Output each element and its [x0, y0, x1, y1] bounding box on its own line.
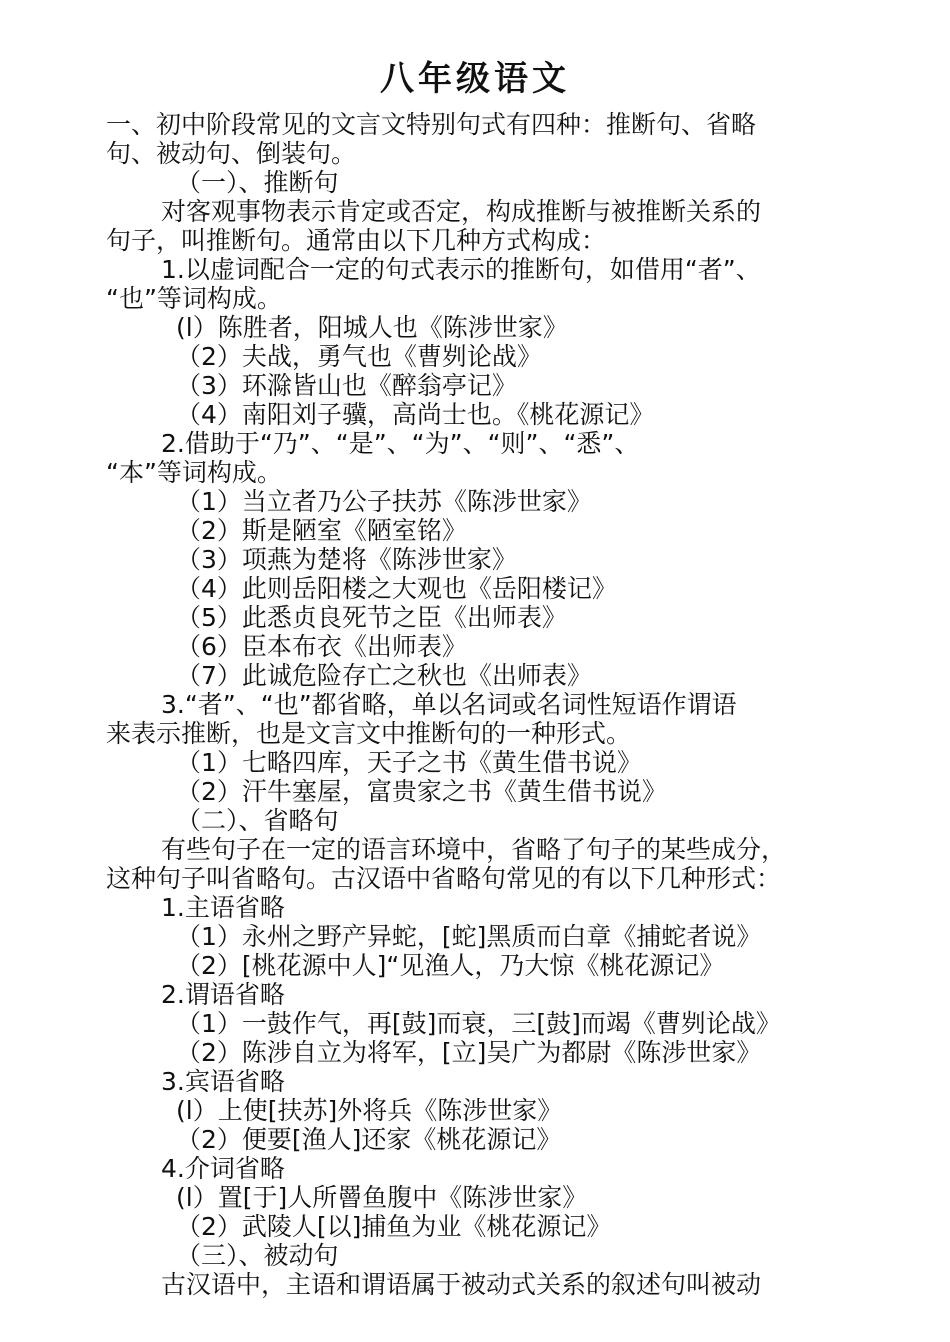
- text-line: 3.“者”、“也”都省略，单以名词或名词性短语作谓语: [161, 690, 737, 719]
- text-line: （一）、推断句: [176, 168, 339, 197]
- text-line: （1）七略四库，天子之书《黄生借书说》: [176, 748, 642, 777]
- text-line: 4.介词省略: [161, 1154, 285, 1183]
- text-line: （4）南阳刘子骥，高尚士也。《桃花源记》: [176, 400, 655, 429]
- text-line: 句、被动句、倒装句。: [106, 139, 357, 168]
- text-line: 1.以虚词配合一定的句式表示的推断句，如借用“者”、: [161, 255, 761, 284]
- text-line: （3）项燕为楚将《陈涉世家》: [176, 545, 517, 574]
- text-line: 一、初中阶段常见的文言文特别句式有四种：推断句、省略: [106, 110, 757, 139]
- text-line: 1.主语省略: [161, 893, 285, 922]
- text-line: 对客观事物表示肯定或否定，构成推断与被推断关系的: [161, 197, 762, 226]
- page-title: 八年级语文: [380, 59, 570, 99]
- text-line: 2.借助于“乃”、“是”、“为”、“则”、“悉”、: [161, 429, 640, 458]
- text-line: 句子，叫推断句。通常由以下几种方式构成：: [106, 226, 607, 255]
- text-line: (l）置[于]人所罾鱼腹中《陈涉世家》: [176, 1183, 588, 1212]
- text-line: 古汉语中，主语和谓语属于被动式关系的叙述句叫被动: [161, 1270, 762, 1299]
- text-line: 这种句子叫省略句。古汉语中省略句常见的有以下几种形式：: [106, 864, 782, 893]
- text-line: （2）斯是陋室《陋室铭》: [176, 516, 467, 545]
- text-line: （1）永州之野产异蛇，[蛇]黑质而白章《捕蛇者说》: [176, 922, 762, 951]
- document-body: [106, 110, 866, 1299]
- text-line: （三）、被动句: [176, 1241, 339, 1270]
- text-line: （2）夫战，勇气也《曹刿论战》: [176, 342, 542, 371]
- text-line: （3）环滁皆山也《醉翁亭记》: [176, 371, 517, 400]
- text-line: （6）臣本布衣《出师表》: [176, 632, 467, 661]
- text-line: （4）此则岳阳楼之大观也《岳阳楼记》: [176, 574, 617, 603]
- text-line: （2）陈涉自立为将军，[立]吴广为都尉《陈涉世家》: [176, 1038, 762, 1067]
- text-line: （2）汗牛塞屋，富贵家之书《黄生借书说》: [176, 777, 667, 806]
- text-line: （5）此悉贞良死节之臣《出师表》: [176, 603, 567, 632]
- text-line: (l）陈胜者，阳城人也《陈涉世家》: [176, 313, 568, 342]
- text-line: （7）此诚危险存亡之秋也《出师表》: [176, 661, 592, 690]
- text-line: （二）、省略句: [176, 806, 339, 835]
- text-line: 来表示推断，也是文言文中推断句的一种形式。: [106, 719, 632, 748]
- text-line: “本”等词构成。: [106, 458, 282, 487]
- text-line: 3.宾语省略: [161, 1067, 285, 1096]
- text-line: “也”等词构成。: [106, 284, 282, 313]
- text-line: （2）[桃花源中人]“见渔人，乃大惊《桃花源记》: [176, 951, 725, 980]
- text-line: (l）上使[扶苏]外将兵《陈涉世家》: [176, 1096, 563, 1125]
- text-line: 2.谓语省略: [161, 980, 285, 1009]
- text-line: （1）一鼓作气，再[鼓]而衰，三[鼓]而竭《曹刿论战》: [176, 1009, 781, 1038]
- text-line: （1）当立者乃公子扶苏《陈涉世家》: [176, 487, 592, 516]
- text-line: （2）便要[渔人]还家《桃花源记》: [176, 1125, 562, 1154]
- text-line: 有些句子在一定的语言环境中，省略了句子的某些成分，: [161, 835, 787, 864]
- text-line: （2）武陵人[以]捕鱼为业《桃花源记》: [176, 1212, 612, 1241]
